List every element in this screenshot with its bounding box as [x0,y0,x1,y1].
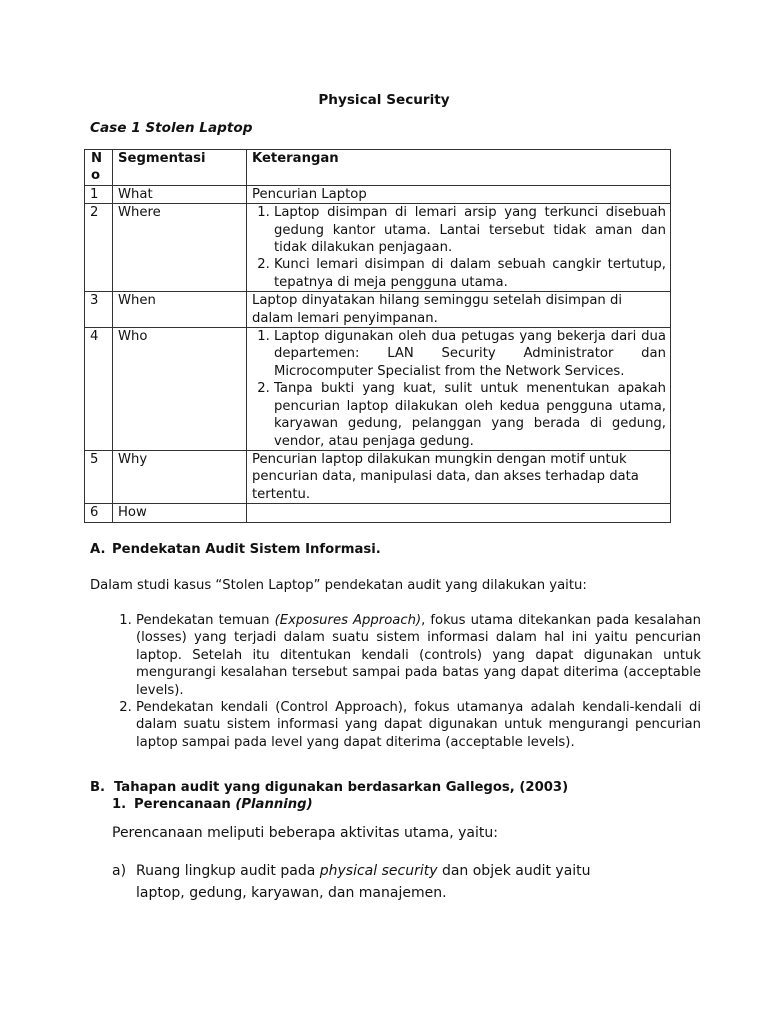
section-b-title: Tahapan audit yang digunakan berdasarkan Gallegos, (2003) [114,780,569,795]
row-segment: When [113,292,247,328]
row-number: 6 [85,504,113,522]
list-item: 2. Tanpa bukti yang kuat, sulit untuk menentukan apakah pencurian laptop dilakukan oleh kedua pengguna utama, karyawan gedung, pelanggan yang berada di gedung, vendor, atau penjaga gedung. [274,380,666,450]
subsection-title-emphasis: (Planning) [235,797,313,812]
item-emphasis: physical security [319,863,438,879]
table-row [85,292,671,328]
segmentation-table [84,149,671,523]
item-text: , fokus utama ditekankan pada kesalahan (losses) yang terjadi dalam suatu sistem informasi dalam hal ini yaitu pencurian laptop. Setelah itu ditentukan kendali (controls) yang dapat digunakan untuk mengurangi kesalahan tersebut sampai pada batas yang dapat diterima (acceptable levels). [136,613,702,698]
section-b-heading [90,779,568,796]
description-list [252,204,666,291]
row-number: 1 [85,185,113,203]
list-item [136,699,701,751]
section-a-intro: Dalam studi kasus “Stolen Laptop” pendekatan audit yang dilakukan yaitu: [90,578,587,593]
list-item: 2. Kunci lemari disimpan di dalam sebuah cangkir tertutup, tepatnya di meja pengguna utama. [274,256,666,291]
table-row [85,450,671,503]
table-header-row [85,150,671,186]
row-number: 4 [85,328,113,451]
section-a-heading [90,541,381,558]
table-row [85,204,671,292]
item-continuation: laptop, gedung, karyawan, dan manajemen. [136,885,447,901]
row-description: Pencurian laptop dilakukan mungkin dengan motif untuk pencurian data, manipulasi data, dan akses terhadap data tertentu. [247,450,671,503]
row-number: 2 [85,204,113,292]
header-segment: Segmentasi [113,150,247,186]
header-description: Keterangan [247,150,671,186]
planning-intro: Perencanaan meliputi beberapa aktivitas utama, yaitu: [112,825,498,841]
list-item [136,612,701,699]
row-description [247,504,671,522]
section-b-label: B. [90,780,106,795]
row-segment: Why [113,450,247,503]
row-description: Pencurian Laptop [247,185,671,203]
section-a-title: Pendekatan Audit Sistem Informasi. [112,542,381,557]
subsection-label: 1. [112,797,127,812]
row-number: 5 [85,450,113,503]
item-label: a) [112,863,127,879]
item-text: Ruang lingkup audit pada [136,863,320,879]
planning-item [112,860,591,904]
section-a-label: A. [90,542,106,557]
item-text: Pendekatan temuan [136,613,275,628]
table-row [85,504,671,522]
row-segment: Where [113,204,247,292]
header-no: N o [85,150,113,186]
row-description [247,328,671,451]
row-description: Laptop dinyatakan hilang seminggu setelah disimpan di dalam lemari penyimpanan. [247,292,671,328]
description-list [252,328,666,450]
list-item: 1. Laptop digunakan oleh dua petugas yang bekerja dari dua departemen: LAN Security Administrator dan Microcomputer Specialist from the Network Services. [274,328,666,380]
subsection-title: Perencanaan [134,797,236,812]
approach-list [112,612,701,751]
case-heading: Case 1 Stolen Laptop [90,120,253,136]
item-emphasis: (Exposures Approach) [274,613,422,628]
row-segment: What [113,185,247,203]
subsection-heading [112,796,313,813]
document-title: Physical Security [318,92,450,108]
table-row [85,185,671,203]
table-row [85,328,671,451]
row-description [247,204,671,292]
row-segment: Who [113,328,247,451]
list-item: 1. Laptop disimpan di lemari arsip yang terkunci disebuah gedung kantor utama. Lantai tersebut tidak aman dan tidak dilakukan penjagaan. [274,204,666,256]
item-text: Pendekatan kendali (Control Approach), fokus utamanya adalah kendali-kendali di dalam suatu sistem informasi yang dapat digunakan untuk mengurangi pencurian laptop sampai pada level yang dapat diterima (acceptable levels). [136,700,701,750]
row-number: 3 [85,292,113,328]
item-text: dan objek audit yaitu [437,863,591,879]
row-segment: How [113,504,247,522]
